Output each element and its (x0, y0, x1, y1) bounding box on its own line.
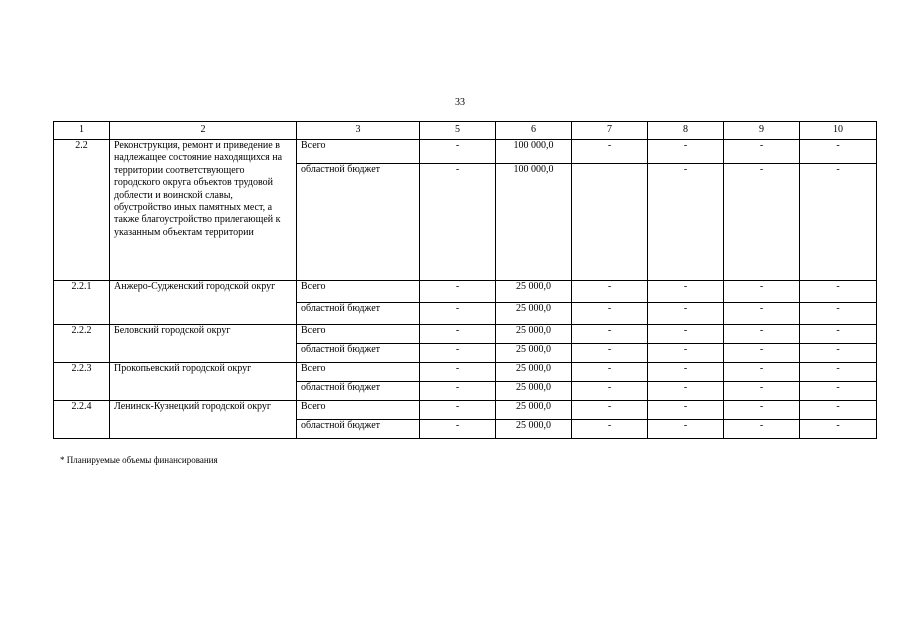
table-row (54, 363, 877, 382)
table-cell: - (572, 344, 648, 363)
table-cell: - (648, 363, 724, 382)
table-cell: 25 000,0 (496, 363, 572, 382)
table-cell: - (648, 281, 724, 303)
column-header: 9 (724, 122, 800, 140)
table-cell: - (724, 281, 800, 303)
row-number: 2.2 (54, 140, 110, 281)
table-cell: 25 000,0 (496, 303, 572, 325)
row-name: Анжеро-Судженский городской округ (110, 281, 297, 325)
table-cell: - (572, 401, 648, 420)
table-cell: - (420, 344, 496, 363)
table-row (54, 140, 877, 164)
funding-source: областной бюджет (297, 420, 420, 439)
table-cell: 25 000,0 (496, 344, 572, 363)
table-cell: - (800, 325, 877, 344)
funding-source: Всего (297, 401, 420, 420)
table-row (54, 281, 877, 303)
table-cell: - (724, 303, 800, 325)
table-cell: - (648, 382, 724, 401)
table-cell: - (420, 420, 496, 439)
column-header: 7 (572, 122, 648, 140)
row-name: Ленинск-Кузнецкий городской округ (110, 401, 297, 439)
table-cell: 25 000,0 (496, 281, 572, 303)
footnote: * Планируемые объемы финансирования (60, 455, 218, 465)
funding-source: областной бюджет (297, 382, 420, 401)
funding-source: Всего (297, 363, 420, 382)
table-cell: - (724, 382, 800, 401)
table-cell: - (420, 325, 496, 344)
table-cell: - (800, 420, 877, 439)
table-cell: - (724, 363, 800, 382)
column-header: 8 (648, 122, 724, 140)
table-header-row (54, 122, 877, 140)
table-cell: - (724, 401, 800, 420)
funding-source: Всего (297, 325, 420, 344)
column-header: 6 (496, 122, 572, 140)
table-cell: - (800, 281, 877, 303)
row-number: 2.2.3 (54, 363, 110, 401)
funding-source: областной бюджет (297, 344, 420, 363)
table-cell: - (420, 303, 496, 325)
row-name: Реконструкция, ремонт и приведение в надлежащее состояние находящихся на территории соответствующего городского округа объектов трудовой доблести и воинской славы, обустройство иных памятных мест, а также благоустройство прилегающей к указанным объектам территории (110, 140, 297, 281)
table-row (54, 325, 877, 344)
table-cell: 25 000,0 (496, 401, 572, 420)
table-cell: 25 000,0 (496, 325, 572, 344)
table-cell: - (648, 140, 724, 164)
table-cell: 25 000,0 (496, 382, 572, 401)
table-cell: - (572, 363, 648, 382)
table-cell: - (648, 401, 724, 420)
table-cell: - (420, 281, 496, 303)
table-cell: 100 000,0 (496, 140, 572, 164)
table-cell: 100 000,0 (496, 164, 572, 281)
table-cell: - (572, 420, 648, 439)
table-cell: - (420, 140, 496, 164)
table-cell: - (420, 363, 496, 382)
table-cell: - (648, 164, 724, 281)
table-cell: 25 000,0 (496, 420, 572, 439)
table-cell: - (572, 140, 648, 164)
funding-source: областной бюджет (297, 303, 420, 325)
table-cell: - (420, 382, 496, 401)
table-cell: - (724, 325, 800, 344)
funding-source: Всего (297, 140, 420, 164)
table-cell: - (648, 344, 724, 363)
table-cell: - (724, 344, 800, 363)
table-cell: - (648, 420, 724, 439)
table-cell (572, 164, 648, 281)
row-number: 2.2.2 (54, 325, 110, 363)
table-cell: - (724, 140, 800, 164)
table-cell: - (800, 164, 877, 281)
table-cell: - (800, 382, 877, 401)
table-cell: - (800, 140, 877, 164)
column-header: 1 (54, 122, 110, 140)
table-cell: - (800, 401, 877, 420)
table-cell: - (572, 325, 648, 344)
funding-source: областной бюджет (297, 164, 420, 281)
table-cell: - (724, 164, 800, 281)
table-row (54, 401, 877, 420)
row-name: Беловский городской округ (110, 325, 297, 363)
table-cell: - (800, 344, 877, 363)
table-cell: - (800, 363, 877, 382)
table-cell: - (724, 420, 800, 439)
table-cell: - (800, 303, 877, 325)
page-number: 33 (455, 97, 465, 108)
table-cell: - (648, 303, 724, 325)
table-cell: - (648, 325, 724, 344)
column-header: 10 (800, 122, 877, 140)
table-cell: - (572, 382, 648, 401)
row-number: 2.2.1 (54, 281, 110, 325)
table-cell: - (572, 303, 648, 325)
row-number: 2.2.4 (54, 401, 110, 439)
table-cell: - (420, 401, 496, 420)
table-cell: - (420, 164, 496, 281)
column-header: 5 (420, 122, 496, 140)
column-header: 3 (297, 122, 420, 140)
financing-table (53, 121, 877, 439)
funding-source: Всего (297, 281, 420, 303)
table-cell: - (572, 281, 648, 303)
row-name: Прокопьевский городской округ (110, 363, 297, 401)
column-header: 2 (110, 122, 297, 140)
